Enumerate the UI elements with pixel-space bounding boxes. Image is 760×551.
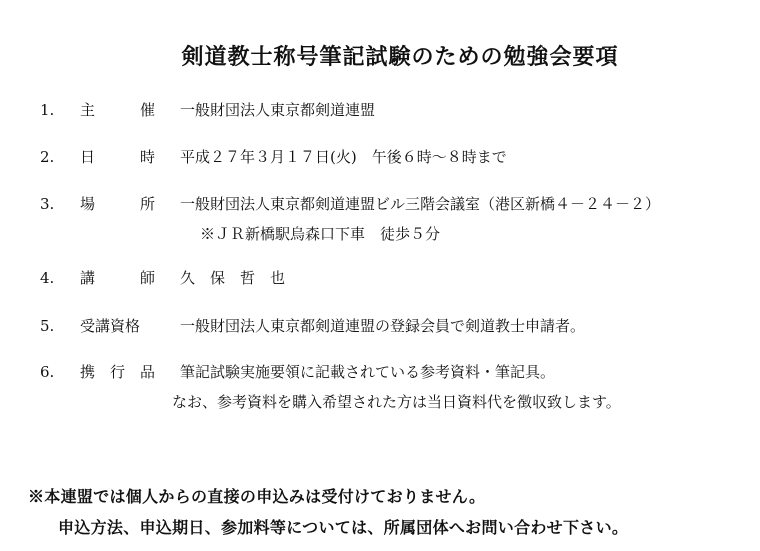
item-row-belongings [40, 362, 555, 382]
item-label: 講 師 [80, 269, 156, 287]
item-value: 一般財団法人東京都剣道連盟の登録会員で剣道教士申請者。 [180, 317, 586, 335]
item-number: 5. [40, 317, 55, 335]
item-number: 4. [40, 269, 55, 287]
item-value: 久 保 哲 也 [180, 269, 286, 287]
item-value: 平成２７年３月１７日(火) 午後６時～８時まで [180, 148, 507, 166]
item-number: 1. [40, 101, 55, 119]
item-row-venue [40, 194, 660, 214]
notice-line-1: ※本連盟では個人からの直接の申込みは受付けておりません。 [28, 487, 486, 506]
item-number: 3. [40, 195, 55, 213]
item-number: 6. [40, 363, 55, 381]
item-label: 場 所 [80, 195, 156, 213]
item-label: 日 時 [80, 148, 156, 166]
item-row-datetime [40, 147, 507, 167]
item-value: 筆記試験実施要領に記載されている参考資料・筆記具。 [180, 363, 556, 381]
venue-access-note: ※ＪＲ新橋駅烏森口下車 徒歩５分 [200, 225, 441, 243]
item-row-eligibility [40, 316, 585, 336]
item-value: 一般財団法人東京都剣道連盟ビル三階会議室（港区新橋４－２４－２） [180, 195, 661, 213]
notice-line-2: 申込方法、申込期日、参加料等については、所属団体へお問い合わせ下さい。 [58, 518, 629, 537]
belongings-fee-note: なお、参考資料を購入希望された方は当日資料代を徴収致します。 [172, 393, 621, 411]
item-row-instructor [40, 268, 285, 288]
item-value: 一般財団法人東京都剣道連盟 [180, 101, 376, 119]
item-label: 主 催 [80, 101, 156, 119]
item-label: 受講資格 [80, 317, 141, 335]
item-number: 2. [40, 148, 55, 166]
item-row-organizer [40, 100, 375, 120]
document-title: 剣道教士称号筆記試験のための勉強会要項 [181, 44, 619, 70]
item-label: 携 行 品 [80, 363, 156, 381]
